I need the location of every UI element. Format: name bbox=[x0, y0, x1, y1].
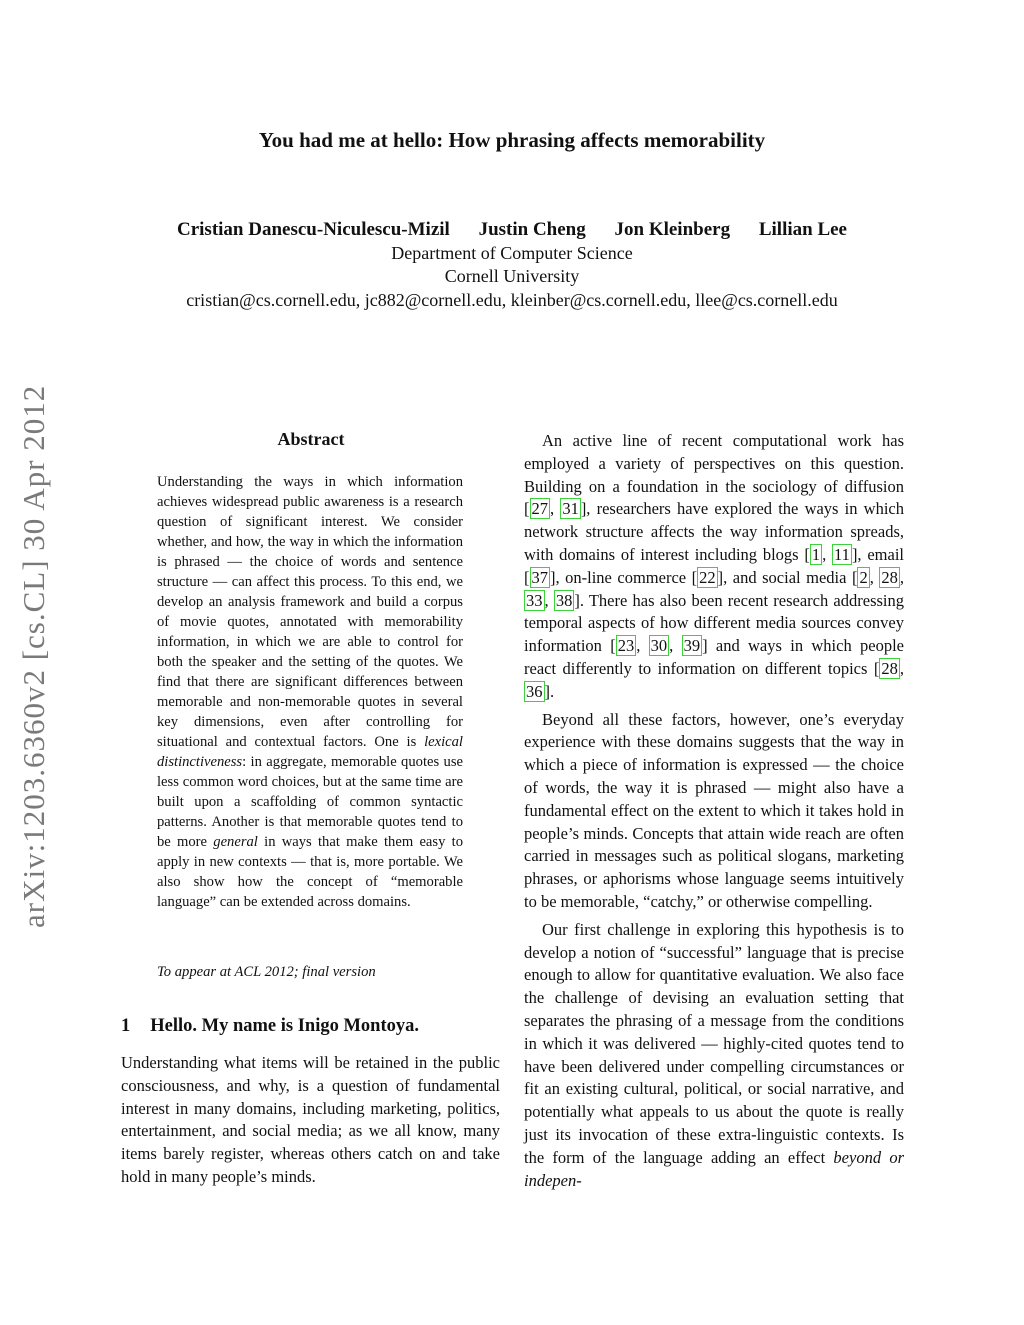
citation-link[interactable]: 22 bbox=[699, 567, 716, 587]
author-emails: cristian@cs.cornell.edu, jc882@cornell.edu, kleinber@cs.cornell.edu, llee@cs.cornell.edu bbox=[186, 290, 838, 310]
citation-link[interactable]: 28 bbox=[881, 658, 898, 678]
text-run: ], and social media [ bbox=[717, 567, 858, 587]
citation-link[interactable]: 11 bbox=[834, 544, 850, 564]
emphasis: beyond or indepen- bbox=[524, 1147, 904, 1190]
text-run: ], email [ bbox=[524, 544, 904, 587]
abstract-emphasis: general bbox=[213, 834, 258, 850]
section-number: 1 bbox=[121, 1016, 131, 1036]
citation-link[interactable]: 28 bbox=[881, 567, 898, 587]
citation-link[interactable]: 1 bbox=[811, 544, 821, 564]
author-name: Jon Kleinberg bbox=[614, 219, 731, 240]
right-column bbox=[524, 430, 904, 1197]
citation-link[interactable]: 39 bbox=[683, 636, 701, 656]
abstract-part: Understanding the ways in which information achieves widespread public awareness is a research question of significant interest. We consider whether, and how, the way in which the information is phrased — the choice of words and sentence structure — can affect this process. To this end, we develop an analysis framework and build a corpus of movie quotes, annotated with memorability information, in which we are able to control for both the speaker and the setting of the quotes. We find that there are significant differences between memorable and non-memorable quotes in several key dimensions, even after controlling for situational and contextual factors. One is bbox=[157, 474, 463, 750]
publication-note: To appear at ACL 2012; final version bbox=[157, 964, 376, 980]
abstract-heading: Abstract bbox=[277, 429, 345, 449]
author-name: Cristian Danescu-Niculescu-Mizil bbox=[177, 219, 450, 240]
abstract-part: : in aggregate, memorable quotes use less common word choices, but at the same time are built upon a scaffolding of common syntactic patterns. Another is that memorable quotes tend to be more bbox=[157, 754, 463, 850]
section-body-left: Understanding what items will be retained in the public consciousness, and why, is a question of fundamental interest in many domains, including marketing, politics, entertainment, and social media; as we all know, many items barely register, whereas others catch on and take hold in many people’s minds. bbox=[121, 1053, 500, 1186]
paragraph: An active line of recent computational work has employed a variety of perspectives on this question. Building on a foundation in the sociology of diffusion [ 27 , 31 ], researchers have explored the ways in which network structure affects the way information spreads, with domains of interest including blogs [ 1 , 11 ], email [ 37 ], on-line commerce [ 22 ], and social media [ 2 , 28 , 33 , 38 ]. There has also been recent research addressing temporal aspects of how different media sources convey information [ 23 , 30 , 39 ] and ways in which people react differently to information on different topics [ 28 , 36 ]. bbox=[524, 431, 905, 701]
text-run: ], researchers have explored the ways in which network structure affects the way information spreads, with domains of interest including blogs [ bbox=[524, 499, 904, 564]
citation-link[interactable]: 23 bbox=[617, 636, 635, 656]
citation-link[interactable]: 31 bbox=[562, 499, 579, 519]
text-run: ]. There has also been recent research addressing temporal aspects of how different media sources convey information [ bbox=[524, 590, 905, 656]
text-run: Our first challenge in exploring this hypothesis is to develop a notion of “successful” language that is precise enough to allow for quantitative evaluation. We also face the challenge of devising an evaluation setting that separates the phrasing of a message from the conditions in which it was delivered — highly-cited quotes tend to have been delivered under compelling circumstances or fit an existing cultural, political, or social narrative, and potentially what appeals to us about the quote is really just its invocation of these extra-linguistic contexts. Is the form of the language adding an effect bbox=[524, 919, 904, 1167]
paragraph bbox=[524, 919, 904, 1193]
citation-link[interactable]: 37 bbox=[531, 567, 548, 587]
citation-link[interactable]: 30 bbox=[650, 636, 668, 656]
text-run: ], on-line commerce [ bbox=[550, 567, 698, 587]
paper-title: You had me at hello: How phrasing affects memorability bbox=[258, 128, 766, 152]
department: Department of Computer Science bbox=[391, 243, 633, 263]
text-run: An active line of recent computational work has employed a variety of perspectives on this question. Building on a foundation in the sociology of diffusion [ bbox=[524, 431, 904, 519]
section-title: Hello. My name is Inigo Montoya. bbox=[150, 1016, 420, 1036]
abstract-part: in ways that make them easy to apply in new contexts — that is, more portable. We also show how the concept of “memorable language” can be extended across domains. bbox=[157, 834, 463, 910]
citation-link[interactable]: 36 bbox=[526, 681, 543, 701]
section-heading bbox=[121, 1016, 419, 1037]
author-name: Justin Cheng bbox=[478, 219, 586, 240]
citation-link[interactable]: 33 bbox=[526, 590, 543, 610]
abstract-emphasis: lexical distinctiveness bbox=[157, 734, 463, 770]
university: Cornell University bbox=[444, 266, 580, 286]
arxiv-identifier: arXiv:1203.6360v2 [cs.CL] 30 Apr 2012 bbox=[16, 384, 51, 928]
paragraph: Beyond all these factors, however, one’s everyday experience with these domains suggests that the way in which a piece of information is expressed — the choice of words, the way it is phrased — might also have a fundamental effect on the extent to which it takes hold in people’s minds. Concepts that attain wide reach are often carried in messages such as political slogans, marketing phrases, or aphorisms whose language seems intuitively to be memorable, “catchy,” or otherwise compelling. bbox=[524, 709, 904, 911]
text-run: ] and ways in which people react differently to information on different topics [ bbox=[524, 636, 904, 678]
citation-link[interactable]: 27 bbox=[531, 499, 548, 519]
abstract-text bbox=[157, 472, 463, 912]
author-name: Lillian Lee bbox=[758, 219, 847, 240]
text-run: ]. bbox=[544, 681, 555, 701]
author-list bbox=[0, 219, 1024, 241]
citation-link[interactable]: 38 bbox=[555, 590, 573, 610]
citation-link[interactable]: 2 bbox=[859, 567, 868, 587]
